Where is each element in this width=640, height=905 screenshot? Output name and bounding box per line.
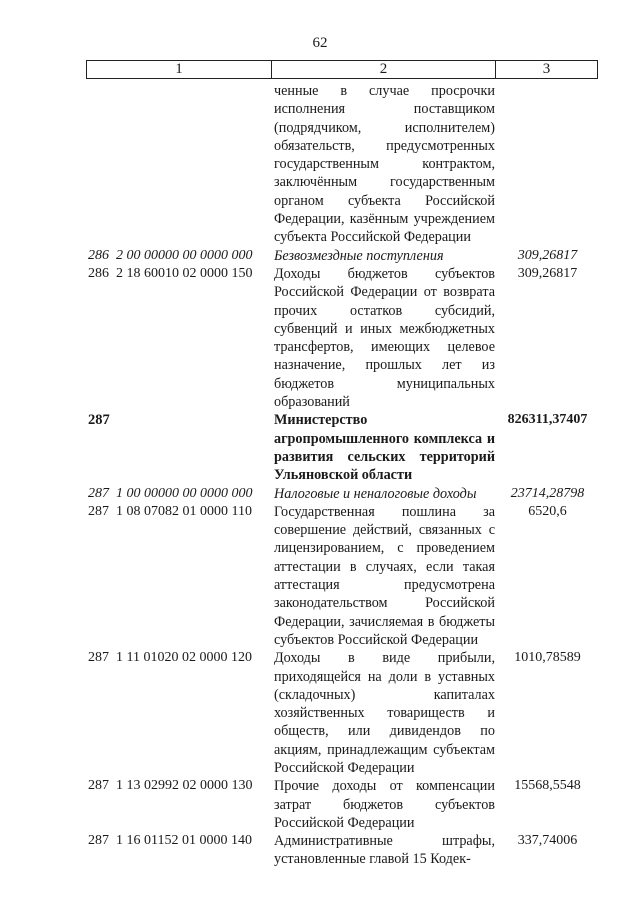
row-value: 23714,28798 (510, 485, 585, 501)
row-description: Министерство агропромышленного комплекса и развития сельских территорий Ульяновской области (274, 412, 495, 484)
row-description: Налоговые и неналоговые доходы (274, 485, 477, 502)
row-description: Безвозмездные поступления (274, 247, 444, 264)
table-header-col2: 2 (271, 60, 496, 79)
row-code: 287 1 00 00000 00 0000 000 (88, 485, 253, 501)
table-row (0, 411, 640, 484)
table-row (0, 265, 640, 411)
row-code: 287 1 13 02992 02 0000 130 (88, 778, 253, 794)
page-number: 62 (312, 35, 328, 51)
table-row (0, 649, 640, 777)
row-description: Доходы в виде прибыли, приходящейся на доли в уставных (складочных) капиталах хозяйственных товариществ и обществ, или дивидендов по акциям, принадлежащим субъектам Российской Федерации (274, 650, 495, 776)
table-row (0, 485, 640, 503)
row-value: 6520,6 (528, 503, 567, 519)
row-code: 287 1 11 01020 02 0000 120 (88, 650, 252, 666)
row-value: 15568,5548 (514, 778, 581, 794)
row-value: 309,26817 (517, 247, 578, 263)
row-value: 309,26817 (517, 265, 578, 281)
table-header-col1: 1 (86, 60, 272, 79)
row-description: Государственная пошлина за совершение действий, связанных с лицензированием, с проведением аттестации в случаях, если такая аттестация предусмотрена законодательством Российской Федерации, зачисляемая в бюджеты субъектов Российской Федерации (274, 503, 495, 648)
row-value: 1010,78589 (514, 650, 581, 666)
table-row (0, 777, 640, 832)
row-description: ченные в случае просрочки исполнения поставщиком (подрядчиком, исполнителем) обязательств, предусмотренных государственным контрактом, заключённым государственным органом субъекта Российской Федерации, казённым учреждением субъекта Российской Федерации (274, 83, 495, 246)
table-row (0, 247, 640, 265)
table-row (0, 503, 640, 649)
row-description: Прочие доходы от компенсации затрат бюджетов субъектов Российской Федерации (274, 778, 495, 831)
row-description: Административные штрафы, установленные главой 15 Кодек- (274, 833, 495, 868)
row-code: 287 (88, 412, 110, 429)
table-row (0, 82, 640, 247)
table-row (0, 832, 640, 869)
row-code: 287 1 16 01152 01 0000 140 (88, 833, 252, 849)
row-code: 287 1 08 07082 01 0000 110 (88, 503, 252, 519)
revenue-table-body (0, 82, 640, 869)
row-description: Доходы бюджетов субъектов Российской Федерации от возврата прочих остатков субсидий, субвенций и иных межбюджетных трансфертов, имеющих целевое назначение, прошлых лет из бюджетов муниципальных образований (274, 265, 495, 411)
row-code: 286 2 18 60010 02 0000 150 (88, 265, 253, 281)
table-header-col3: 3 (495, 60, 598, 79)
row-code: 286 2 00 00000 00 0000 000 (88, 247, 253, 263)
row-value: 337,74006 (517, 833, 578, 849)
row-value: 826311,37407 (507, 412, 588, 428)
